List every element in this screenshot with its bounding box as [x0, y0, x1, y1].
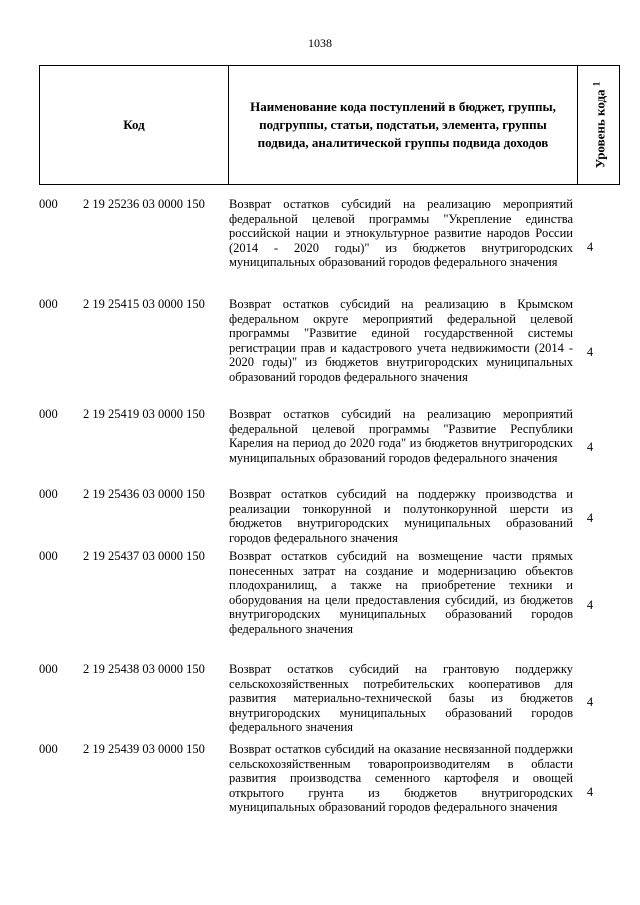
name-cell: Возврат остатков субсидий на оказание несвязанной поддержки сельскохозяйственным товаропроизводителям в области развития производства семенного картофеля и овощей открытого грунта из бюджетов внутригородских муниципальных образований городов федерального значения — [229, 742, 573, 815]
table-row — [39, 407, 599, 487]
name-cell: Возврат остатков субсидий на реализацию мероприятий федеральной целевой программы "Развитие Республики Карелия на период до 2020 года" из бюджетов внутригородских муниципальных образований городов федерального значения — [229, 407, 573, 465]
admin-code: 000 — [39, 487, 58, 501]
table-header — [39, 65, 620, 185]
level-cell: 4 — [586, 344, 594, 359]
level-cell: 4 — [586, 439, 594, 454]
header-level-label — [591, 82, 608, 169]
income-code: 2 19 25415 03 0000 150 — [83, 297, 205, 311]
income-code: 2 19 25438 03 0000 150 — [83, 662, 205, 676]
level-cell: 4 — [586, 239, 594, 254]
table-row — [39, 197, 599, 297]
name-cell: Возврат остатков субсидий на реализацию мероприятий федеральной целевой программы "Укрепление единства российской нации и этнокультурное развитие народов России (2014 - 2020 годы)" из бюджетов внутригородских муниципальных образований городов федерального значения — [229, 197, 573, 270]
header-level-footnote: 1 — [590, 81, 601, 87]
income-code: 2 19 25437 03 0000 150 — [83, 549, 205, 563]
admin-code: 000 — [39, 742, 58, 756]
level-cell: 4 — [586, 784, 594, 799]
table-row — [39, 742, 599, 842]
table-body — [39, 197, 599, 842]
table-row — [39, 662, 599, 742]
level-cell: 4 — [586, 510, 594, 525]
header-level-text: Уровень кода — [592, 89, 608, 169]
code-cell — [39, 407, 229, 487]
code-cell — [39, 197, 229, 297]
admin-code: 000 — [39, 197, 58, 211]
income-code: 2 19 25419 03 0000 150 — [83, 407, 205, 421]
level-cell: 4 — [586, 598, 594, 613]
code-cell — [39, 742, 229, 842]
income-code: 2 19 25236 03 0000 150 — [83, 197, 205, 211]
admin-code: 000 — [39, 407, 58, 421]
name-cell: Возврат остатков субсидий на поддержку производства и реализации тонкорунной и полутонкорунной шерсти из бюджетов внутригородских муниципальных образований городов федерального значения — [229, 487, 573, 545]
header-level — [577, 66, 621, 184]
name-cell: Возврат остатков субсидий на грантовую поддержку сельскохозяйственных потребительских кооперативов для развития материально-технической базы из бюджетов внутригородских муниципальных образований городов федерального значения — [229, 662, 573, 735]
page-number: 1038 — [308, 36, 332, 50]
name-cell: Возврат остатков субсидий на возмещение части прямых понесенных затрат на создание и модернизацию объектов плодохранилищ, а также на приобретение техники и оборудования на цели предоставления субсидий, из бюджетов внутригородских муниципальных образований городов федерального значения — [229, 549, 573, 636]
table-row — [39, 549, 599, 662]
header-name: Наименование кода поступлений в бюджет, группы, подгруппы, статьи, подстатьи, элемента, группы подвида, аналитической группы подвида доходов — [250, 99, 556, 150]
table-row — [39, 487, 599, 549]
code-cell — [39, 487, 229, 549]
income-code: 2 19 25439 03 0000 150 — [83, 742, 205, 756]
admin-code: 000 — [39, 297, 58, 311]
admin-code: 000 — [39, 662, 58, 676]
income-code: 2 19 25436 03 0000 150 — [83, 487, 205, 501]
table-row — [39, 297, 599, 407]
level-cell: 4 — [586, 694, 594, 709]
code-cell — [39, 297, 229, 407]
admin-code: 000 — [39, 549, 58, 563]
code-cell — [39, 549, 229, 662]
header-code: Код — [40, 66, 229, 184]
code-cell — [39, 662, 229, 742]
name-cell: Возврат остатков субсидий на реализацию в Крымском федеральном округе мероприятий федеральной целевой программы "Развитие единой государственной системы регистрации прав и кадастрового учета недвижимости (2014 - 2020 годы)" из бюджетов внутригородских муниципальных образований городов федерального значения — [229, 297, 573, 384]
